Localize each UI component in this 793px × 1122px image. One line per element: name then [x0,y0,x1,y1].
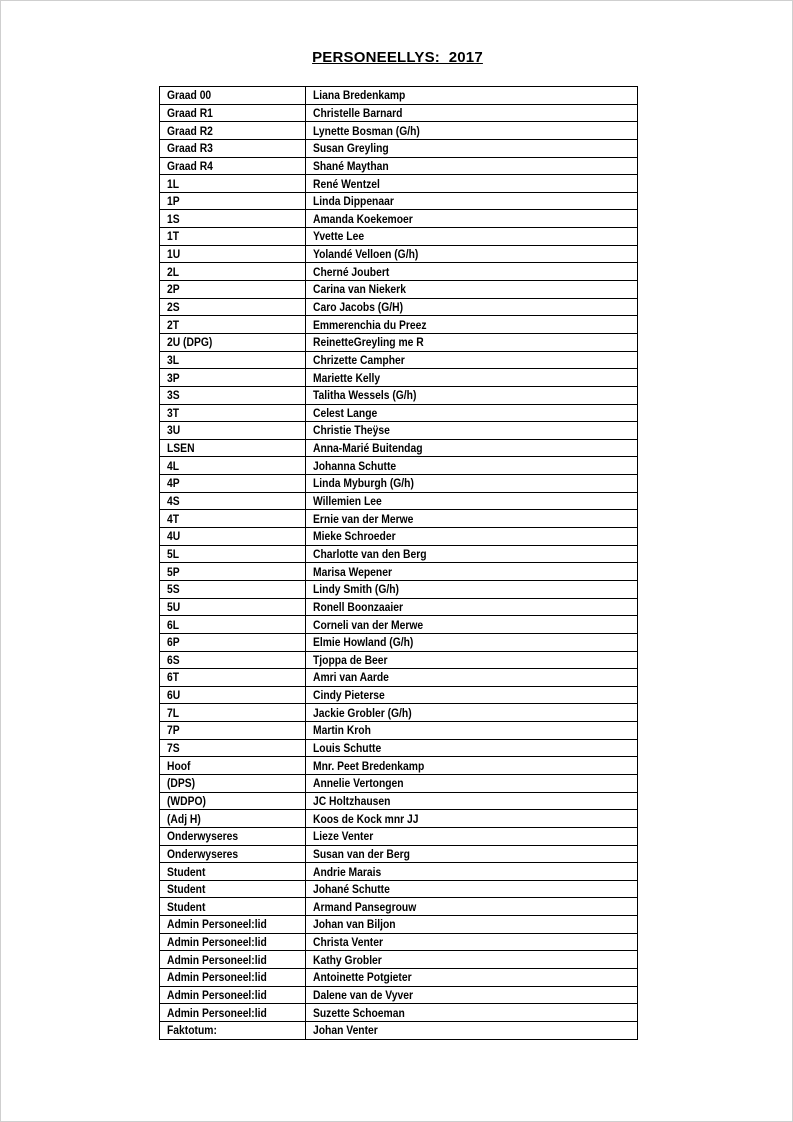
class-label: 2U (DPG) [167,335,213,350]
staff-name-cell [306,422,638,440]
class-label: 1S [167,211,180,226]
class-label: 1P [167,194,180,209]
table-row [160,298,638,316]
class-label: 2T [167,317,180,332]
staff-name: Lindy Smith (G/h) [313,582,399,597]
class-cell [160,651,306,669]
class-cell [160,969,306,987]
staff-name: Amanda Koekemoer [313,211,413,226]
table-row [160,810,638,828]
class-label: 6U [167,688,181,703]
staff-name: Ronell Boonzaaier [313,599,404,614]
class-label: Admin Personeel:lid [167,987,267,1002]
class-label: Student [167,899,206,914]
table-row [160,969,638,987]
table-row [160,333,638,351]
staff-name: René Wentzel [313,176,380,191]
staff-name: Corneli van der Merwe [313,617,424,632]
staff-name-cell [306,333,638,351]
class-label: 4S [167,494,180,509]
class-label: Student [167,864,206,879]
staff-name: Amri van Aarde [313,670,389,685]
staff-name-cell [306,563,638,581]
class-cell [160,669,306,687]
staff-name-cell [306,651,638,669]
class-cell [160,404,306,422]
staff-name-cell [306,774,638,792]
table-row [160,986,638,1004]
staff-name-cell [306,228,638,246]
class-label: (Adj H) [167,811,201,826]
staff-name: Suzette Schoeman [313,1005,405,1020]
class-cell [160,333,306,351]
class-label: 7S [167,741,180,756]
class-cell [160,580,306,598]
class-label: 6L [167,617,180,632]
table-row [160,104,638,122]
table-row [160,633,638,651]
staff-name-cell [306,686,638,704]
table-row [160,492,638,510]
class-label: 5S [167,582,180,597]
staff-name-cell [306,439,638,457]
class-cell [160,563,306,581]
class-label: 1T [167,229,180,244]
class-cell [160,739,306,757]
staff-name-cell [306,1021,638,1039]
table-row [160,1021,638,1039]
class-cell [160,175,306,193]
class-cell [160,1004,306,1022]
staff-name-cell [306,386,638,404]
class-label: Graad R4 [167,158,213,173]
class-cell [160,598,306,616]
staff-name: Mariette Kelly [313,370,381,385]
class-cell [160,457,306,475]
staff-name-cell [306,827,638,845]
table-row [160,563,638,581]
class-label: Student [167,882,206,897]
staff-name: Annelie Vertongen [313,776,404,791]
class-cell [160,422,306,440]
staff-name-cell [306,351,638,369]
staff-name: Christa Venter [313,935,383,950]
class-label: 5L [167,546,180,561]
staff-name: Susan Greyling [313,141,389,156]
class-label: Graad 00 [167,88,212,103]
class-label: (DPS) [167,776,196,791]
class-cell [160,122,306,140]
table-row [160,1004,638,1022]
staff-name-cell [306,880,638,898]
class-cell [160,87,306,105]
class-cell [160,880,306,898]
table-row [160,598,638,616]
staff-name: Emmerenchia du Preez [313,317,427,332]
class-cell [160,281,306,299]
class-label: 6T [167,670,180,685]
staff-name-cell [306,245,638,263]
class-label: Admin Personeel:lid [167,952,267,967]
table-row [160,580,638,598]
class-label: 5P [167,564,180,579]
staff-name-cell [306,175,638,193]
document-title: PERSONEELLYS: 2017 [312,49,483,66]
staff-name-cell [306,316,638,334]
class-cell [160,510,306,528]
staff-name: Yolandé Velloen (G/h) [313,247,419,262]
class-cell [160,827,306,845]
table-row [160,263,638,281]
staff-name-cell [306,528,638,546]
class-label: 6P [167,635,180,650]
staff-name-cell [306,157,638,175]
class-label: 4U [167,529,181,544]
class-cell [160,351,306,369]
staff-table [159,86,638,1040]
staff-name: Lynette Bosman (G/h) [313,123,420,138]
staff-name: Anna-Marié Buitendag [313,441,423,456]
class-label: (WDPO) [167,793,206,808]
table-row [160,245,638,263]
staff-name: JC Holtzhausen [313,793,391,808]
class-label: 5U [167,599,181,614]
staff-name-cell [306,792,638,810]
class-cell [160,1021,306,1039]
class-cell [160,951,306,969]
staff-name-cell [306,810,638,828]
staff-name: Christelle Barnard [313,105,403,120]
staff-name-cell [306,704,638,722]
staff-name-cell [306,510,638,528]
class-label: 3L [167,352,180,367]
staff-name-cell [306,457,638,475]
table-row [160,774,638,792]
table-row [160,616,638,634]
staff-name-cell [306,298,638,316]
table-row [160,87,638,105]
staff-name-cell [306,192,638,210]
staff-name: Caro Jacobs (G/H) [313,300,404,314]
staff-name-cell [306,933,638,951]
table-row [160,528,638,546]
class-cell [160,845,306,863]
staff-name: Mnr. Peet Bredenkamp [313,758,425,773]
staff-name-cell [306,281,638,299]
staff-name: Lieze Venter [313,829,374,844]
class-cell [160,439,306,457]
staff-name-cell [306,545,638,563]
class-cell [160,245,306,263]
class-cell [160,933,306,951]
table-row [160,669,638,687]
class-label: 1L [167,176,180,191]
staff-name: Armand Pansegrouw [313,899,417,914]
class-label: 3S [167,388,180,403]
staff-name-cell [306,633,638,651]
class-label: 4T [167,511,180,526]
class-cell [160,492,306,510]
class-cell [160,757,306,775]
class-cell [160,810,306,828]
table-row [160,898,638,916]
staff-name-cell [306,263,638,281]
table-row [160,439,638,457]
table-row [160,139,638,157]
table-row [160,827,638,845]
table-row [160,404,638,422]
class-cell [160,722,306,740]
table-row [160,880,638,898]
staff-name-cell [306,739,638,757]
staff-name: Celest Lange [313,405,378,420]
staff-name: Shané Maythan [313,158,389,173]
class-label: Admin Personeel:lid [167,1005,267,1020]
staff-name: Martin Kroh [313,723,371,738]
class-cell [160,616,306,634]
class-cell [160,863,306,881]
class-label: 3T [167,405,180,420]
class-label: 2L [167,264,180,279]
staff-name: Kathy Grobler [313,952,382,967]
table-row [160,651,638,669]
table-row [160,369,638,387]
class-cell [160,916,306,934]
class-label: Onderwyseres [167,846,239,861]
class-label: Graad R2 [167,123,213,138]
staff-name: Antoinette Potgieter [313,970,412,985]
class-cell [160,104,306,122]
class-cell [160,369,306,387]
staff-name-cell [306,580,638,598]
class-cell [160,545,306,563]
staff-name: Marisa Wepener [313,564,392,579]
class-label: 7L [167,705,180,720]
staff-name: Dalene van de Vyver [313,987,414,1002]
staff-name-cell [306,616,638,634]
class-label: 4P [167,476,180,491]
class-cell [160,792,306,810]
staff-name: Andrie Marais [313,864,382,879]
table-row [160,951,638,969]
staff-name: Johané Schutte [313,882,390,897]
class-cell [160,263,306,281]
class-label: 3P [167,370,180,385]
staff-name: Linda Dippenaar [313,194,394,209]
table-row [160,228,638,246]
class-label: 1U [167,247,181,262]
class-label: Admin Personeel:lid [167,935,267,950]
table-row [160,192,638,210]
table-row [160,757,638,775]
staff-name: Louis Schutte [313,741,382,756]
table-row [160,386,638,404]
class-label: 7P [167,723,180,738]
class-cell [160,210,306,228]
table-row [160,351,638,369]
staff-name: Cindy Pieterse [313,688,385,703]
class-label: Admin Personeel:lid [167,970,267,985]
table-row [160,916,638,934]
table-row [160,722,638,740]
table-row [160,281,638,299]
staff-name: Ernie van der Merwe [313,511,414,526]
class-label: Admin Personeel:lid [167,917,267,932]
table-row [160,122,638,140]
staff-name-cell [306,898,638,916]
staff-name: Linda Myburgh (G/h) [313,476,414,491]
class-label: 6S [167,652,180,667]
staff-name-cell [306,757,638,775]
table-row [160,686,638,704]
staff-name: Chrizette Campher [313,352,405,367]
staff-name: Johanna Schutte [313,458,397,473]
table-row [160,933,638,951]
class-cell [160,986,306,1004]
class-label: Hoof [167,758,191,773]
class-cell [160,686,306,704]
class-cell [160,475,306,493]
staff-name-cell [306,722,638,740]
staff-name: Carina van Niekerk [313,282,406,297]
staff-name: Mieke Schroeder [313,529,396,544]
class-cell [160,386,306,404]
table-row [160,863,638,881]
staff-name-cell [306,492,638,510]
staff-name-cell [306,369,638,387]
class-cell [160,774,306,792]
table-row [160,210,638,228]
staff-name: Johan Venter [313,1023,378,1038]
staff-name: Koos de Kock mnr JJ [313,811,419,826]
staff-name-cell [306,916,638,934]
staff-table-body [160,87,638,1040]
class-label: LSEN [167,441,195,456]
staff-name: Talitha Wessels (G/h) [313,388,417,403]
class-label: Graad R3 [167,141,213,156]
table-row [160,739,638,757]
staff-name: Christie Theÿse [313,423,390,438]
table-row [160,545,638,563]
staff-name-cell [306,475,638,493]
staff-name-cell [306,986,638,1004]
staff-name-cell [306,598,638,616]
staff-name-cell [306,845,638,863]
class-cell [160,898,306,916]
table-row [160,157,638,175]
staff-name: Liana Bredenkamp [313,88,406,103]
class-label: Onderwyseres [167,829,239,844]
class-cell [160,528,306,546]
class-label: 3U [167,423,181,438]
staff-name: Willemien Lee [313,494,382,509]
class-cell [160,157,306,175]
class-cell [160,228,306,246]
class-cell [160,192,306,210]
table-row [160,510,638,528]
staff-name: Johan van Biljon [313,917,396,932]
staff-name-cell [306,969,638,987]
staff-name: Yvette Lee [313,229,365,244]
class-label: 2P [167,282,180,297]
staff-name-cell [306,951,638,969]
staff-name-cell [306,669,638,687]
staff-name-cell [306,122,638,140]
staff-name: Susan van der Berg [313,846,410,861]
staff-name: Cherné Joubert [313,264,390,279]
staff-name-cell [306,210,638,228]
class-label: 4L [167,458,180,473]
class-label: Graad R1 [167,105,213,120]
class-cell [160,633,306,651]
staff-name-cell [306,139,638,157]
staff-name: Tjoppa de Beer [313,652,388,667]
staff-name-cell [306,404,638,422]
table-row [160,475,638,493]
class-cell [160,139,306,157]
staff-name-cell [306,1004,638,1022]
staff-name: Elmie Howland (G/h) [313,635,414,650]
staff-name-cell [306,863,638,881]
table-row [160,175,638,193]
table-row [160,422,638,440]
class-label: 2S [167,300,180,314]
table-row [160,457,638,475]
staff-name-cell [306,104,638,122]
table-row [160,845,638,863]
class-cell [160,298,306,316]
class-cell [160,316,306,334]
table-row [160,704,638,722]
class-cell [160,704,306,722]
class-label: Faktotum: [167,1023,217,1038]
staff-name: Jackie Grobler (G/h) [313,705,412,720]
table-row [160,792,638,810]
table-row [160,316,638,334]
staff-name-cell [306,87,638,105]
staff-name: Charlotte van den Berg [313,546,427,561]
staff-name: ReinetteGreyling me R [313,335,424,350]
